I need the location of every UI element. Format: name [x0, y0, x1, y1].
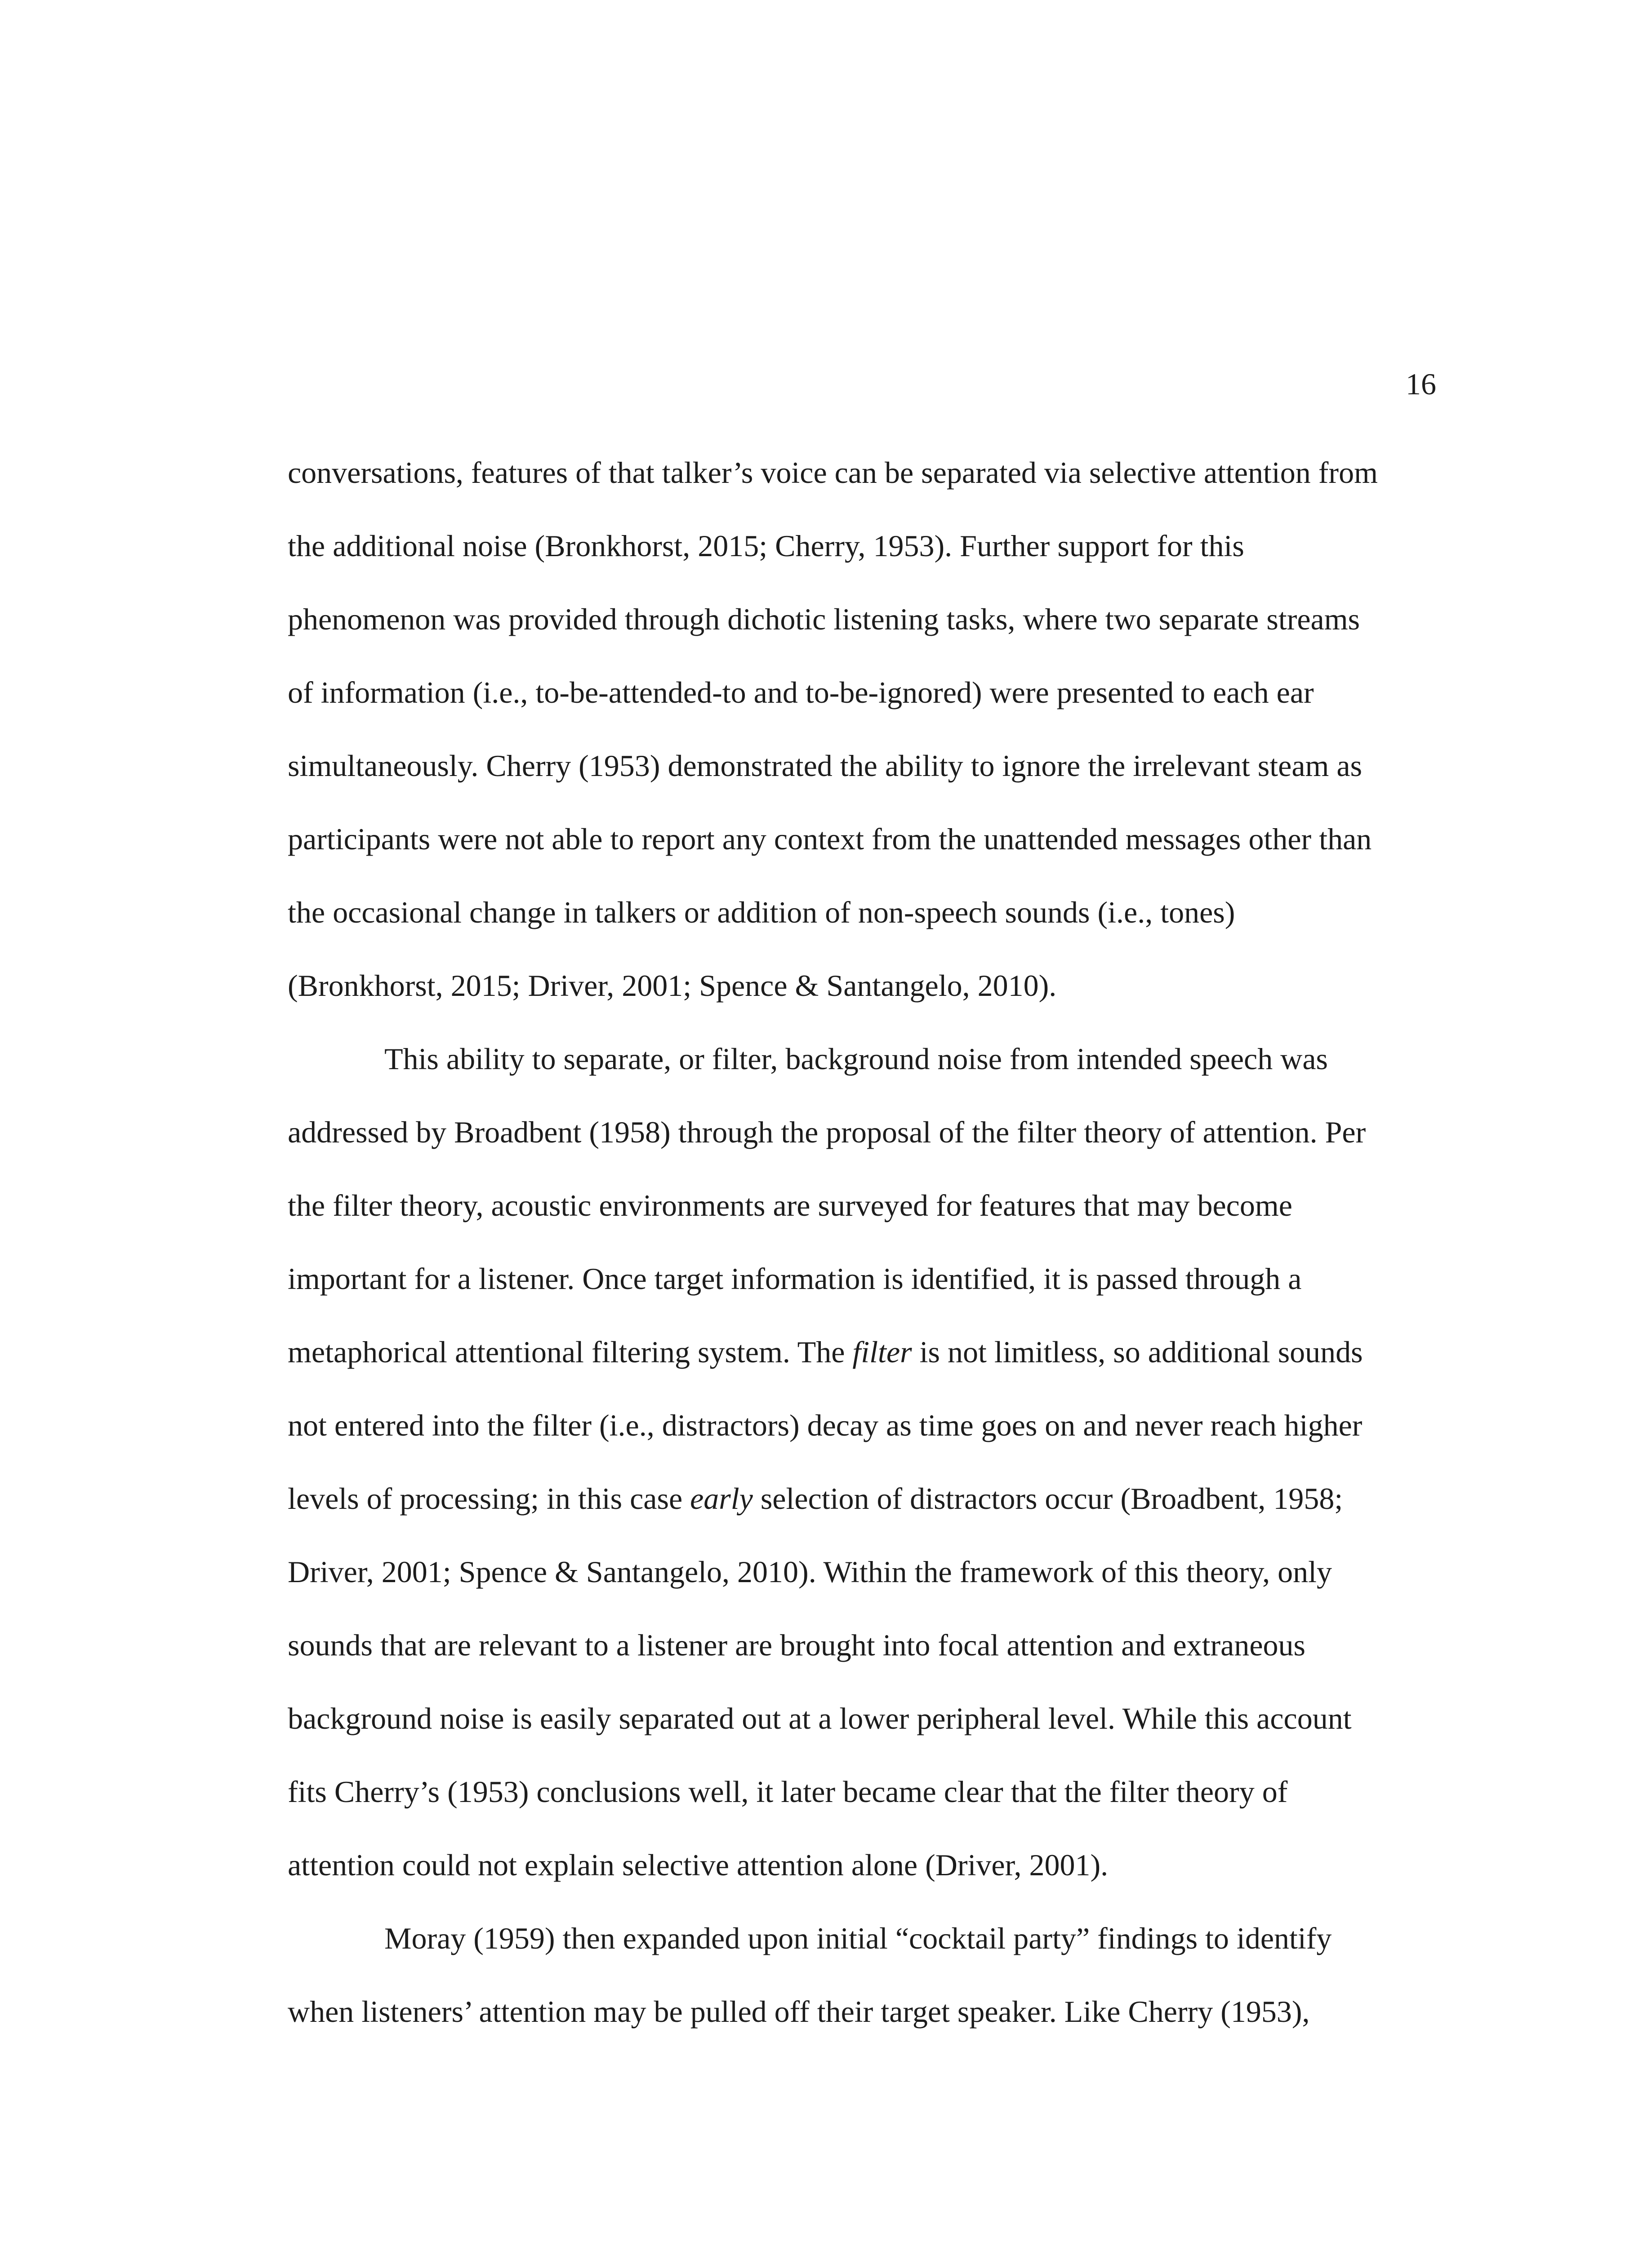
italic-term: filter: [852, 1335, 912, 1369]
text-line: when listeners’ attention may be pulled off their target speaker. Like Cherry (1953),: [288, 1994, 1310, 2029]
text-line: of information (i.e., to-be-attended-to and to-be-ignored) were presented to each ear: [288, 675, 1314, 709]
text-line: addressed by Broadbent (1958) through the proposal of the filter theory of attention. Per: [288, 1115, 1366, 1149]
text-line: phenomenon was provided through dichotic listening tasks, where two separate streams: [288, 602, 1360, 636]
text-line: sounds that are relevant to a listener are brought into focal attention and extraneous: [288, 1628, 1305, 1662]
text-line: the filter theory, acoustic environments are surveyed for features that may become: [288, 1188, 1292, 1222]
text-line: background noise is easily separated out at a lower peripheral level. While this account: [288, 1701, 1352, 1735]
text-line: simultaneously. Cherry (1953) demonstrated the ability to ignore the irrelevant steam as: [288, 749, 1363, 783]
text-line: [288, 1316, 1438, 1389]
text-line: fits Cherry’s (1953) conclusions well, it later became clear that the filter theory of: [288, 1775, 1288, 1809]
text-line: the occasional change in talkers or addition of non-speech sounds (i.e., tones): [288, 895, 1235, 929]
paragraph-start-line: Moray (1959) then expanded upon initial “cocktail party” findings to identify: [384, 1921, 1332, 1955]
text-segment: is not limitless, so additional sounds: [912, 1335, 1363, 1369]
text-line: participants were not able to report any context from the unattended messages other than: [288, 822, 1372, 856]
text-line: attention could not explain selective attention alone (Driver, 2001).: [288, 1848, 1109, 1882]
italic-term: early: [690, 1481, 753, 1516]
text-line: not entered into the filter (i.e., distractors) decay as time goes on and never reach higher: [288, 1408, 1363, 1442]
body-text: [288, 436, 1438, 2048]
text-segment: levels of processing; in this case: [288, 1481, 690, 1516]
text-line: (Bronkhorst, 2015; Driver, 2001; Spence & Santangelo, 2010).: [288, 968, 1057, 1003]
text-segment: metaphorical attentional filtering system. The: [288, 1335, 853, 1369]
text-segment: selection of distractors occur (Broadbent, 1958;: [753, 1481, 1343, 1516]
text-line: conversations, features of that talker’s voice can be separated via selective attention from: [288, 455, 1378, 490]
text-line: the additional noise (Bronkhorst, 2015; Cherry, 1953). Further support for this: [288, 529, 1244, 563]
text-line: important for a listener. Once target information is identified, it is passed through a: [288, 1262, 1302, 1296]
text-line: [288, 1462, 1438, 1535]
page-number: 16: [1406, 367, 1436, 401]
text-line: Driver, 2001; Spence & Santangelo, 2010). Within the framework of this theory, only: [288, 1555, 1332, 1589]
paragraph-start-line: This ability to separate, or filter, background noise from intended speech was: [384, 1042, 1328, 1076]
